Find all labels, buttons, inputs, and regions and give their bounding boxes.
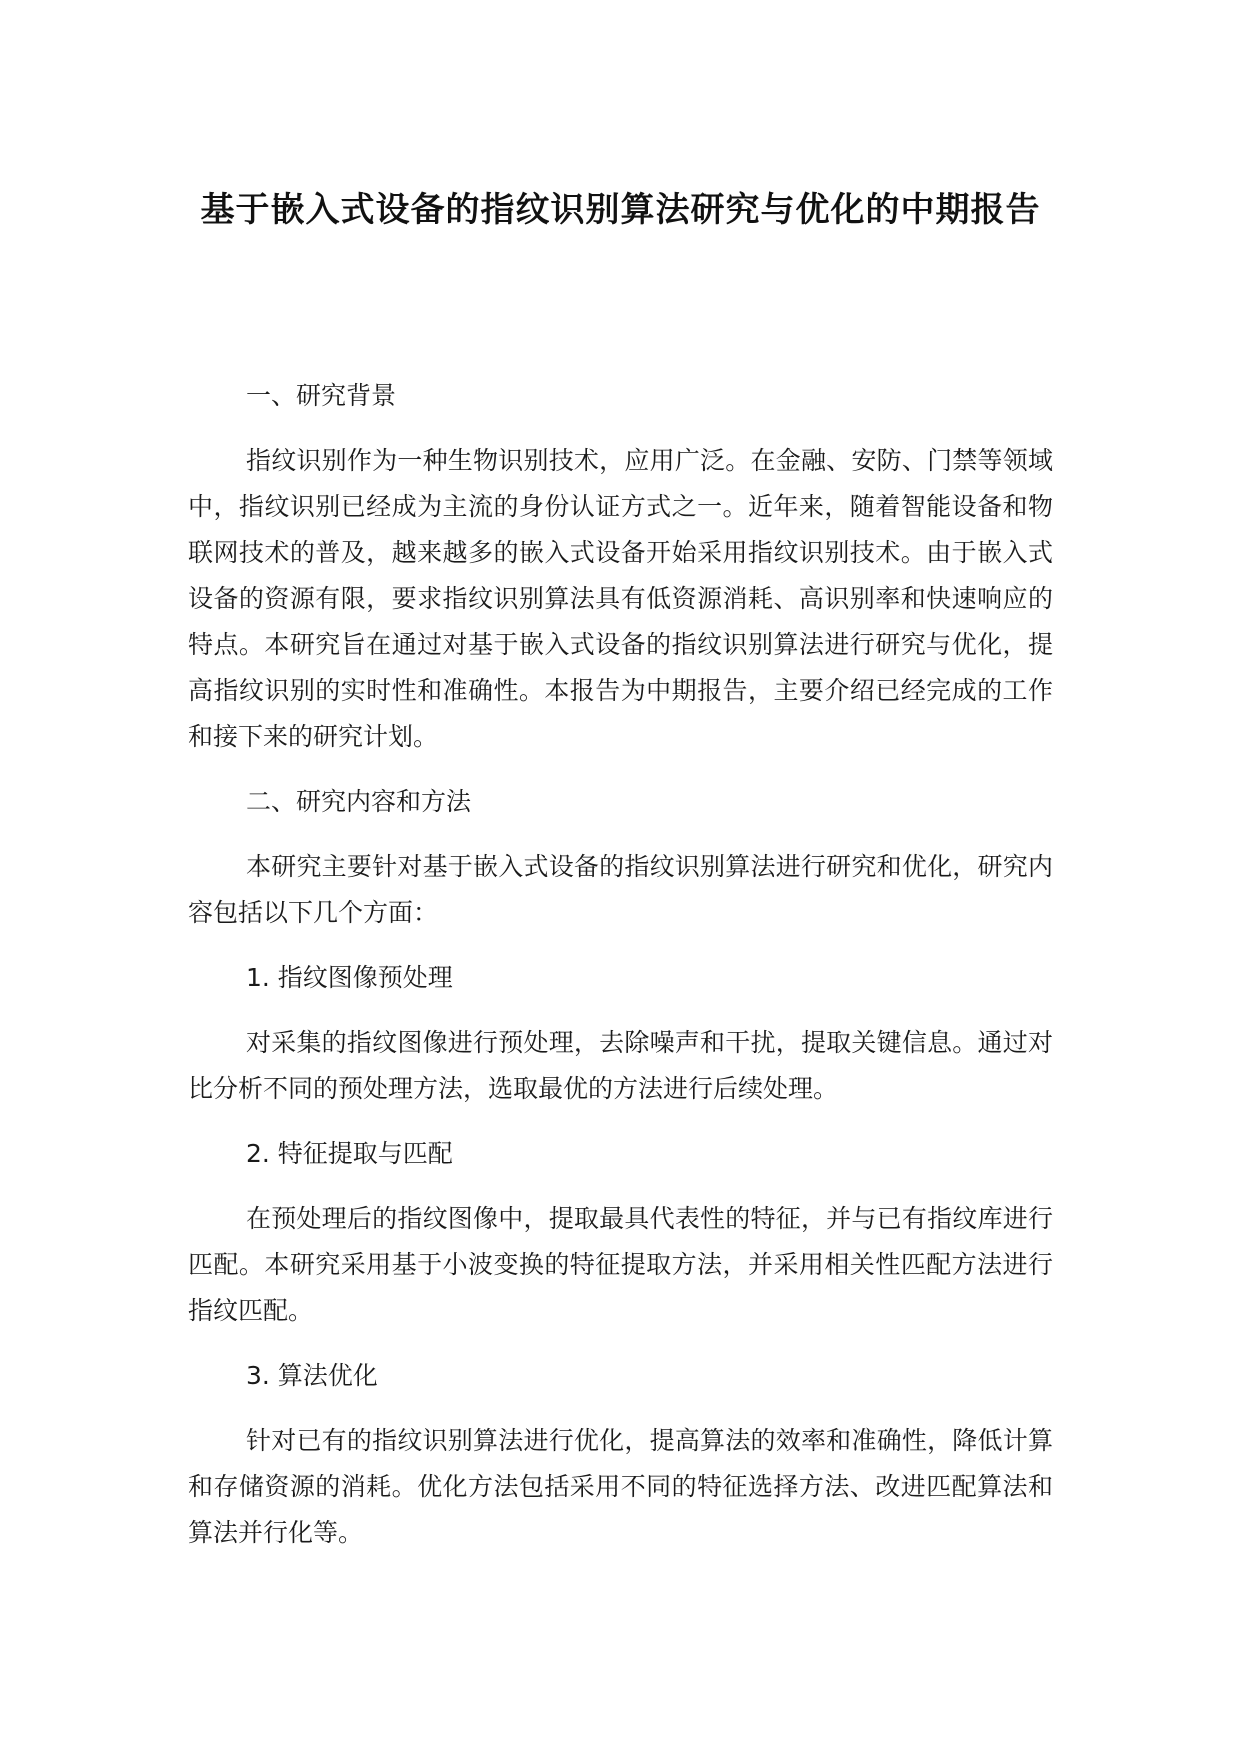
paragraph-optimization: 针对已有的指纹识别算法进行优化，提高算法的效率和准确性，降低计算和存储资源的消耗。优化方法包括采用不同的特征选择方法、改进匹配算法和算法并行化等。 bbox=[188, 1426, 1053, 1547]
subsection-heading-optimization: 3. 算法优化 bbox=[246, 1361, 378, 1390]
section-heading-content-methods: 二、研究内容和方法 bbox=[246, 787, 472, 816]
section-heading-background: 一、研究背景 bbox=[246, 381, 397, 410]
paragraph-background: 指纹识别作为一种生物识别技术，应用广泛。在金融、安防、门禁等领域中，指纹识别已经成为主流的身份认证方式之一。近年来，随着智能设备和物联网技术的普及，越来越多的嵌入式设备开始采用指纹识别技术。由于嵌入式设备的资源有限，要求指纹识别算法具有低资源消耗、高识别率和快速响应的特点。本研究旨在通过对基于嵌入式设备的指纹识别算法进行研究与优化，提高指纹识别的实时性和准确性。本报告为中期报告，主要介绍已经完成的工作和接下来的研究计划。 bbox=[188, 446, 1053, 751]
subsection-heading-preprocessing: 1. 指纹图像预处理 bbox=[246, 963, 453, 992]
paragraph-feature-matching: 在预处理后的指纹图像中，提取最具代表性的特征，并与已有指纹库进行匹配。本研究采用基于小波变换的特征提取方法，并采用相关性匹配方法进行指纹匹配。 bbox=[188, 1204, 1053, 1325]
document-body bbox=[188, 378, 1053, 1578]
subsection-heading-feature-matching: 2. 特征提取与匹配 bbox=[246, 1139, 453, 1168]
paragraph-preprocessing: 对采集的指纹图像进行预处理，去除噪声和干扰，提取关键信息。通过对比分析不同的预处理方法，选取最优的方法进行后续处理。 bbox=[188, 1028, 1053, 1103]
document-title: 基于嵌入式设备的指纹识别算法研究与优化的中期报告 bbox=[200, 190, 1041, 230]
paragraph-content-intro: 本研究主要针对基于嵌入式设备的指纹识别算法进行研究和优化，研究内容包括以下几个方面： bbox=[188, 852, 1053, 927]
